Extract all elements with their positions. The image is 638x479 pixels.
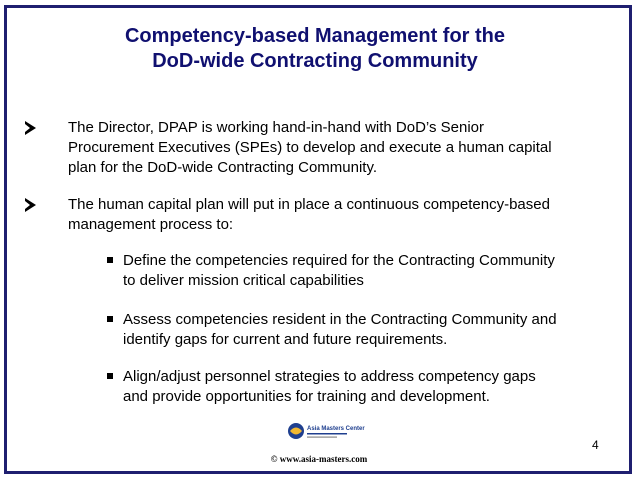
slide-title <box>60 24 570 74</box>
sub-2-line-2: identify gaps for current and future requirements. <box>123 331 448 348</box>
bullet-2-line-1: The human capital plan will put in place a continuous competency-based <box>68 196 550 213</box>
asia-masters-logo-icon <box>284 418 365 448</box>
bullet-1-line-3: plan for the DoD-wide Contracting Community. <box>68 159 378 176</box>
page-number: 4 <box>592 438 599 452</box>
sub-1-line-1: Define the competencies required for the Contracting Community <box>123 252 555 269</box>
footer-copyright: © www.asia-masters.com <box>270 454 368 464</box>
title-line-2: DoD-wide Contracting Community <box>152 50 478 72</box>
title-line-1: Competency-based Management for the <box>124 25 506 47</box>
sub-1-line-2: to deliver mission critical capabilities <box>123 272 364 289</box>
arrow-bullet-icon <box>25 121 36 135</box>
bullet-1-line-2: Procurement Executives (SPEs) to develop and execute a human capital <box>68 139 552 156</box>
sub-2-line-1: Assess competencies resident in the Contracting Community and <box>123 311 557 328</box>
bullet-2-line-2: management process to: <box>68 216 234 233</box>
square-bullet-icon <box>107 316 113 322</box>
square-bullet-icon <box>107 373 113 379</box>
sub-3-line-2: and provide opportunities for training and development. <box>123 388 490 405</box>
bullet-1-line-1: The Director, DPAP is working hand-in-hand with DoD’s Senior <box>68 119 485 136</box>
logo-text: Asia Masters Center <box>307 426 365 432</box>
sub-3-line-1: Align/adjust personnel strategies to address competency gaps <box>123 368 536 385</box>
square-bullet-icon <box>107 257 113 263</box>
arrow-bullet-icon <box>25 198 36 212</box>
